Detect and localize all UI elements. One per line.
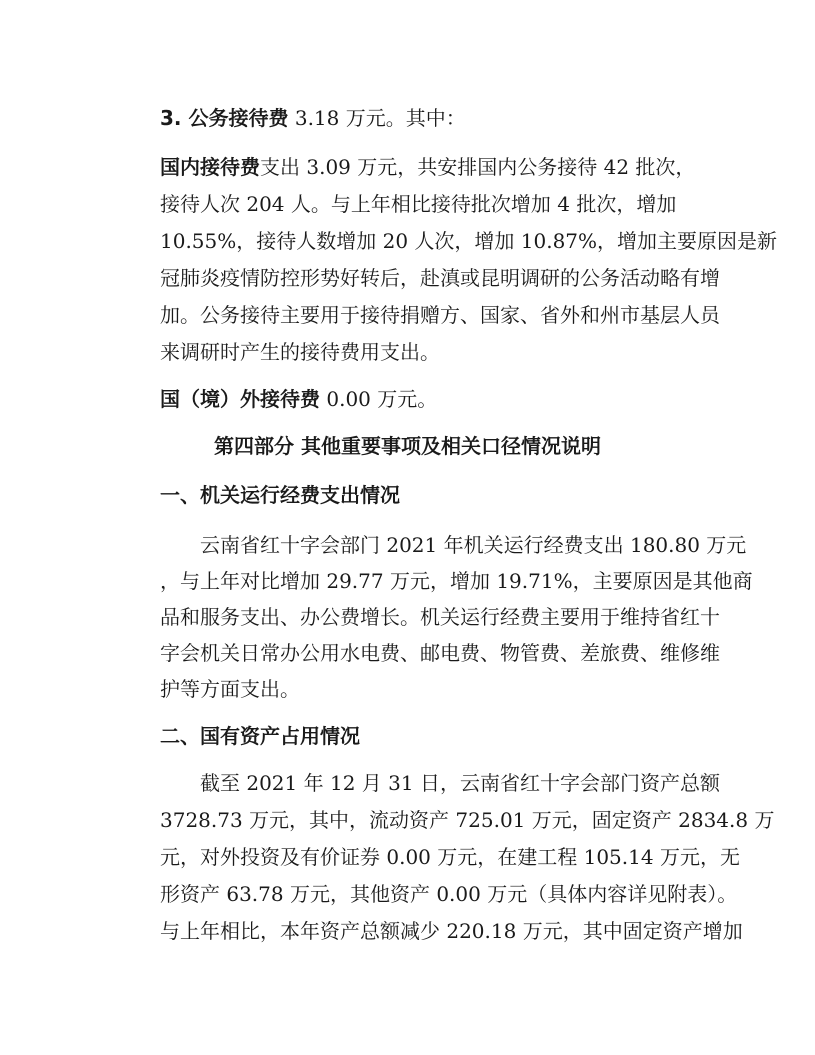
section-two-line-5: 与上年相比，本年资产总额减少 220.18 万元，其中固定资产增加 — [160, 919, 743, 943]
foreign-amount: 0.00 万元。 — [320, 387, 438, 411]
section-3-amount: 3.18 万元。其中： — [288, 106, 466, 130]
foreign-label: 国（境）外接待费 — [160, 387, 320, 411]
section-one-line-2: ，与上年对比增加 29.77 万元，增加 19.71%，主要原因是其他商 — [160, 569, 753, 593]
section-two-line-2: 3728.73 万元，其中，流动资产 725.01 万元，固定资产 2834.8 万 — [160, 808, 775, 832]
part-four-title: 第四部分 其他重要事项及相关口径情况说明 — [214, 434, 601, 458]
section-one-line-1: 云南省红十字会部门 2021 年机关运行经费支出 180.80 万元 — [200, 533, 747, 557]
domestic-line-1-text: 支出 3.09 万元，共安排国内公务接待 42 批次， — [260, 155, 696, 179]
section-one-line-4: 字会机关日常办公用水电费、邮电费、物管费、差旅费、维修维 — [160, 641, 720, 665]
section-3-heading — [160, 106, 700, 130]
section-two-line-4: 形资产 63.78 万元，其他资产 0.00 万元（具体内容详见附表）。 — [160, 882, 738, 906]
section-two-line-1: 截至 2021 年 12 月 31 日，云南省红十字会部门资产总额 — [200, 771, 720, 795]
domestic-label: 国内接待费 — [160, 155, 260, 179]
foreign-paragraph — [160, 387, 700, 411]
section-one-line-5: 护等方面支出。 — [160, 677, 300, 701]
domestic-paragraph-line-5: 加。公务接待主要用于接待捐赠方、国家、省外和州市基层人员 — [160, 303, 720, 327]
section-3-label: 3. 公务接待费 — [160, 106, 289, 130]
section-one-heading: 一、机关运行经费支出情况 — [160, 483, 400, 507]
domestic-paragraph-line-2: 接待人次 204 人。与上年相比接待批次增加 4 批次，增加 — [160, 192, 677, 216]
section-two-heading: 二、国有资产占用情况 — [160, 724, 360, 748]
domestic-paragraph-line-4: 冠肺炎疫情防控形势好转后，赴滇或昆明调研的公务活动略有增 — [160, 266, 720, 290]
domestic-paragraph-line-1 — [160, 155, 700, 179]
section-one-line-3: 品和服务支出、办公费增长。机关运行经费主要用于维持省红十 — [160, 605, 720, 629]
section-two-line-3: 元，对外投资及有价证券 0.00 万元，在建工程 105.14 万元，无 — [160, 845, 740, 869]
domestic-paragraph-line-6: 来调研时产生的接待费用支出。 — [160, 340, 440, 364]
domestic-paragraph-line-3: 10.55%，接待人数增加 20 人次，增加 10.87%，增加主要原因是新 — [160, 229, 778, 253]
